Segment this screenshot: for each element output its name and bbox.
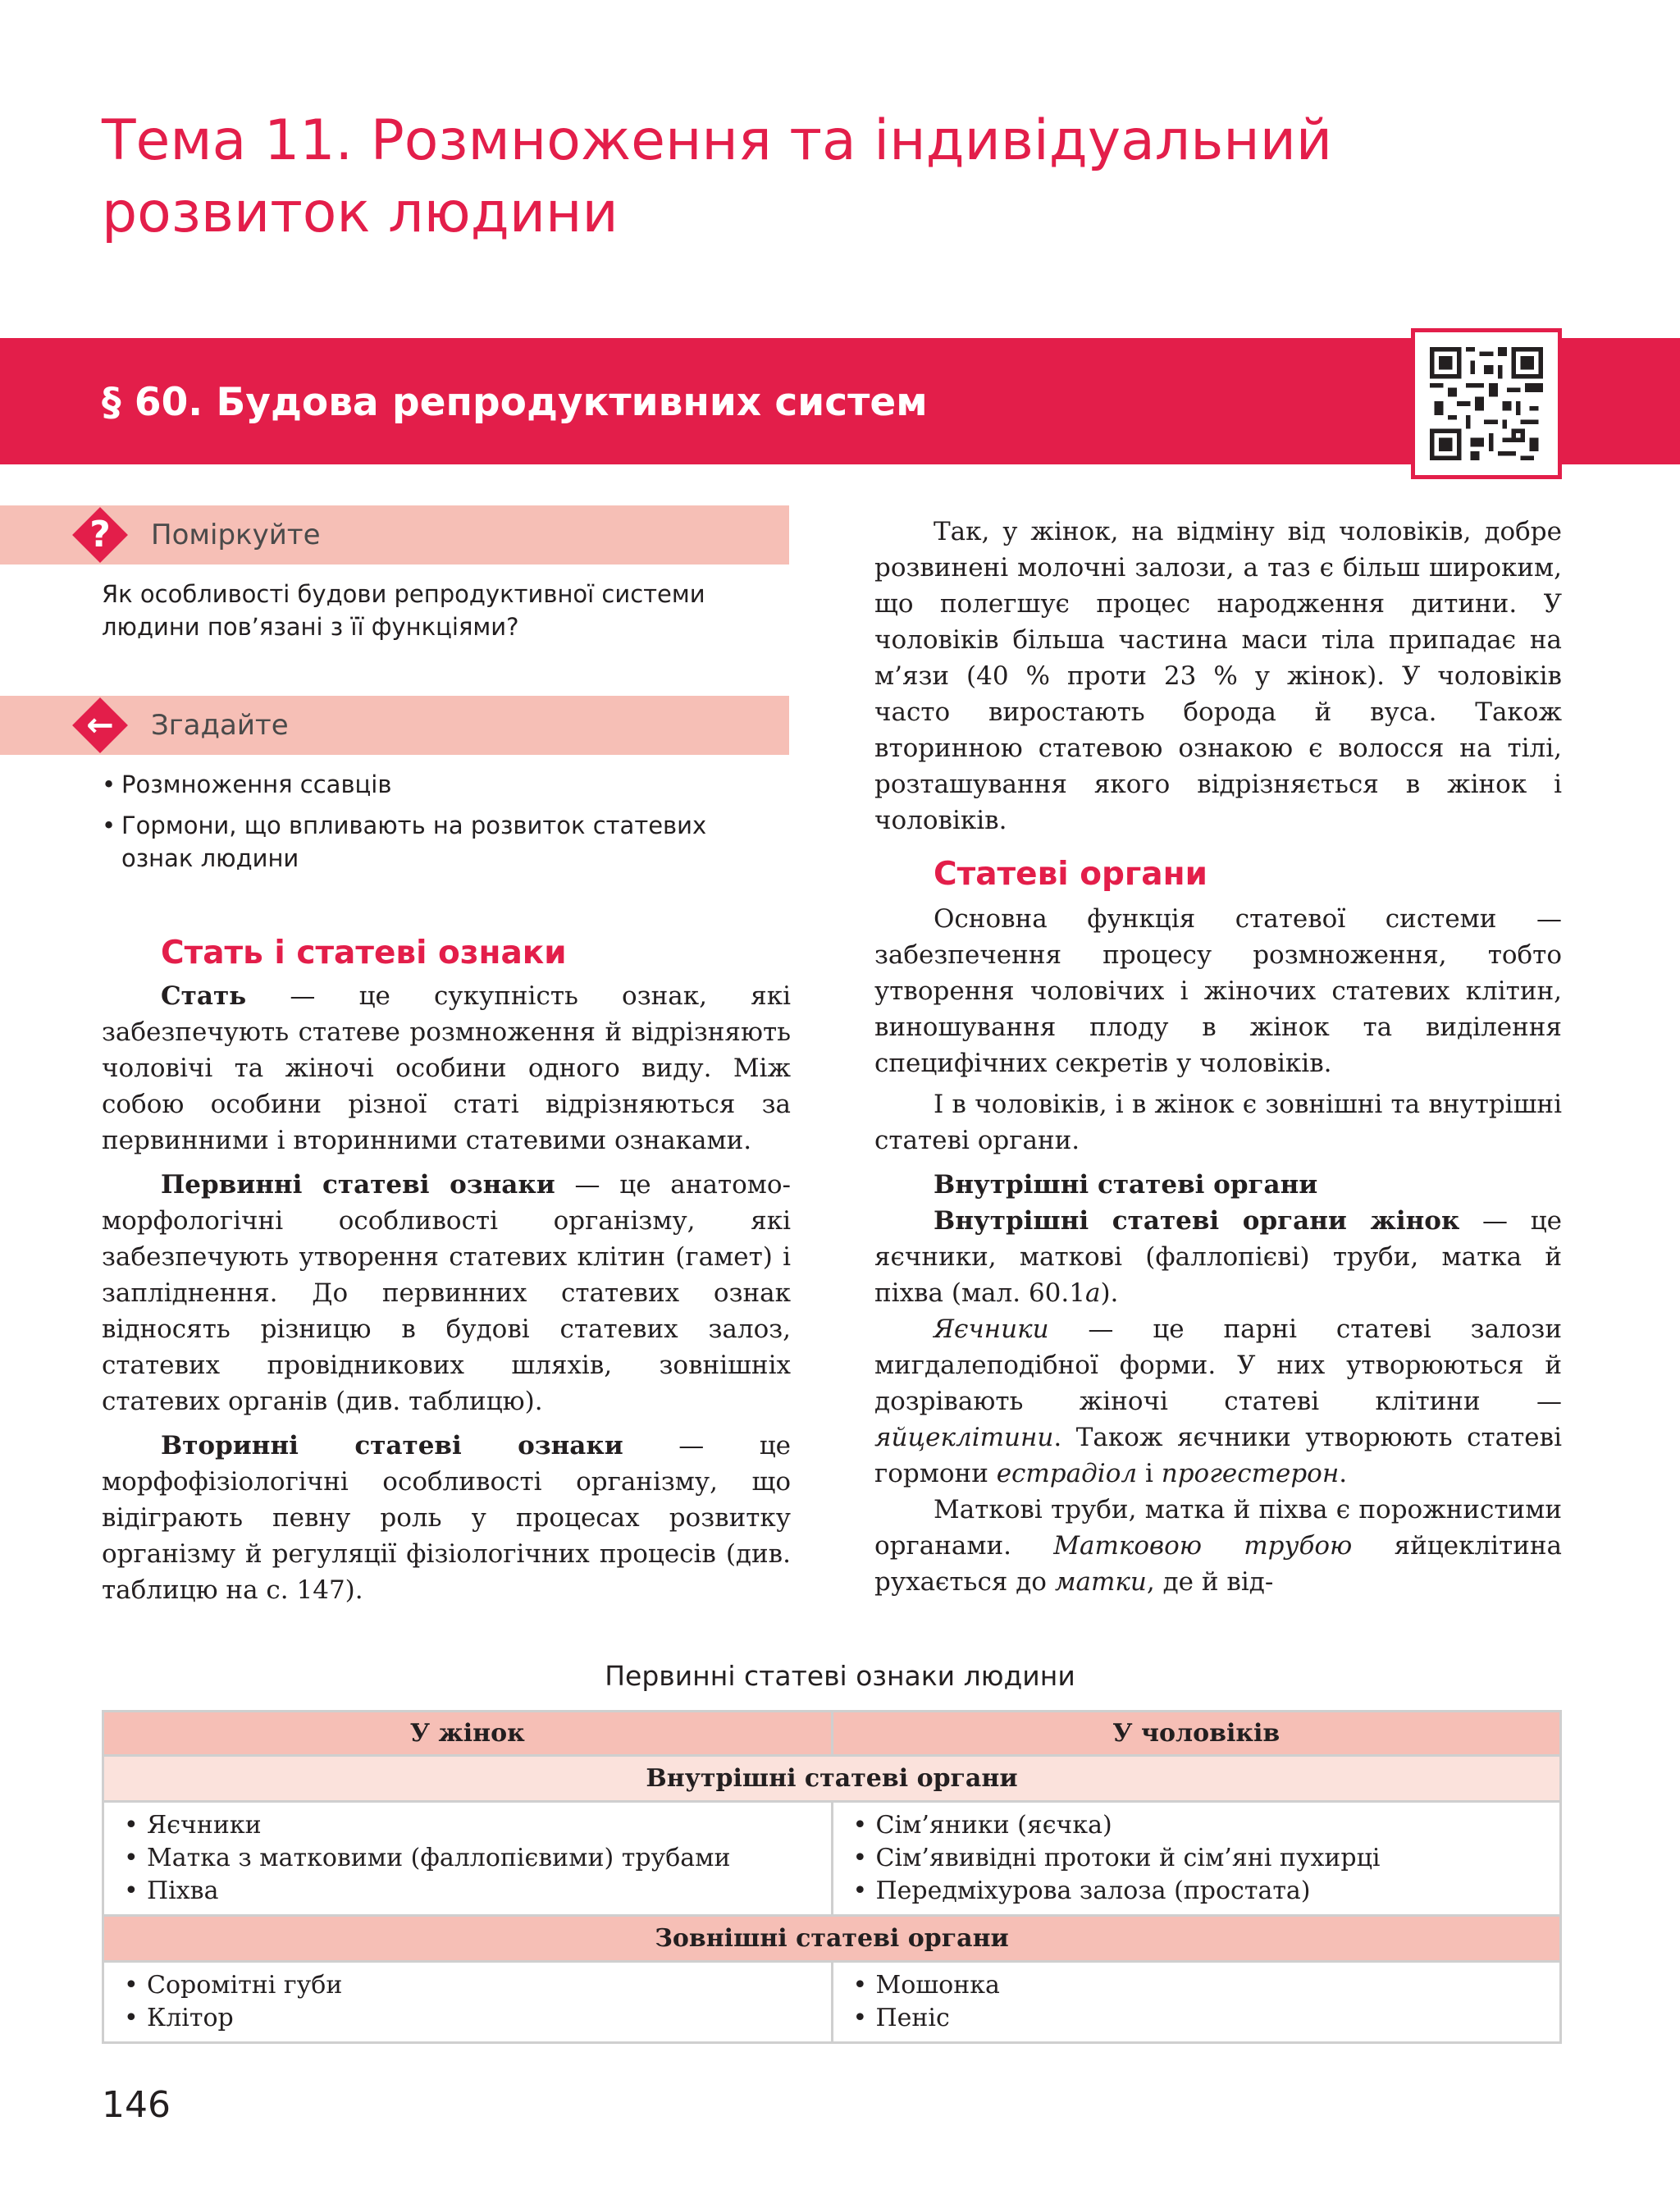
list-item: • Піхва [124,1875,811,1908]
think-label: Поміркуйте [151,519,321,551]
table-cell-women-external [103,1962,833,2043]
column-header-men: У чоловіків [832,1712,1561,1756]
paragraph-primary-traits [102,1167,791,1419]
paragraph-ovaries [874,1311,1562,1492]
list-item: • Сім’явивідні протоки й сім’яні пухирці [853,1842,1541,1875]
right-column [874,514,1562,1600]
question-diamond-icon [69,504,131,566]
recall-label: Згадайте [151,709,289,742]
paragraph-secondary-examples: Так, у жінок, на відміну від чоловіків, добре розвинені молочні залози, а таз є більш широким, що полегшує процес народження дитини. У чоловіків більша частина маси тіла припадає на м’язи (40 % проти 23 % у жінок). У чоловіків часто виростають борода й вуса. Також вторинною статевою ознакою є волосся на тілі, розташування якого відрізняється в жінок і чоловіків. [874,517,1562,835]
text-internal-women: — це яєчники, маткові (фаллопієві) труби, матка й піхва (мал. 60.1 [874,1206,1562,1308]
left-column [102,930,791,1608]
text-end: ). [1100,1278,1119,1308]
list-item: • Матка з матковими (фаллопієвими) трубами [124,1842,811,1875]
list-item: • Соромітні губи [124,1969,811,2002]
column-header-women: У жінок [103,1712,833,1756]
topic-title [102,105,1496,249]
term-secondary-traits: Вторинні статеві ознаки [161,1431,623,1460]
think-question: Як особливості будови репродуктивної системи людини пов’язані з її функціями? [102,580,705,641]
topic-title-line2: розвиток людини [102,181,619,245]
figure-ref: а [1084,1278,1101,1308]
table-subheader-row [103,1916,1561,1962]
table-caption: Первинні статеві ознаки людини [605,1660,1075,1692]
primary-traits-table [102,1710,1562,2044]
list-item: • Передміхурова залоза (простата) [853,1875,1541,1908]
list-item: • Клітор [124,2002,811,2035]
text-sex: — це сукупність ознак, які забезпечують статеве розмноження й відрізняють чоловічі та жіночі особини одного виду. Між собою особини різної статі відрізняються за первинними і вторинними статевими ознаками. [102,981,791,1155]
term-internal-women: Внутрішні статеві органи жінок [934,1206,1460,1236]
subhead-sex-organs: Статеві органи [934,856,1208,893]
recall-item: • Гормони, що впливають на розвиток статевих ознак людини [102,809,725,875]
text-tubes-b: яйцеклітина рухається до [874,1531,1563,1597]
text-ovaries-a: — це парні статеві залози мигдалеподібної форми. У них утворюються й дозрівають жіночі статеві клітини — [874,1314,1562,1416]
external-organs-label: Зовнішні статеві органи [103,1916,1561,1962]
term-progesterone: прогестерон [1161,1459,1340,1488]
list-item: • Мошонка [853,1969,1541,2002]
text-ovaries-d: . [1339,1459,1348,1488]
topic-title-line1: Тема 11. Розмноження та індивідуальний [102,108,1333,173]
internal-organs-label: Внутрішні статеві органи [103,1756,1561,1802]
list-item: • Пеніс [853,2002,1541,2035]
text-ovaries-b: . Також яєчники утворюють статеві гормони [874,1423,1562,1488]
page-number: 146 [102,2084,171,2126]
term-eggs: яйцеклітини [874,1423,1054,1452]
term-tube: Матковою трубою [1053,1531,1353,1561]
text-tubes-c: , де й від- [1146,1567,1274,1597]
table-cell-men-internal [832,1802,1561,1916]
recall-list [102,768,725,883]
paragraph-main-function: Основна функція статевої системи — забезпечення процесу розмноження, тобто утворення чоловічих і жіночих статевих клітин, виношування плоду в жінок та виділення специфічних секретів у чоловіків. [874,904,1562,1078]
section-title: § 60. Будова репродуктивних систем [102,380,928,425]
subhead-sex-traits: Стать і статеві ознаки [161,935,567,971]
qr-code-graphic [1430,347,1543,460]
text-tubes-a: Маткові труби, матка й піхва є порожнистими органами. [874,1495,1562,1561]
paragraph-organs-types: І в чоловіків, і в жінок є зовнішні та внутрішні статеві органи. [874,1090,1562,1155]
term-ovaries: Яєчники [934,1314,1049,1344]
paragraph-secondary-traits [102,1428,791,1608]
table-cell-men-external [832,1962,1561,2043]
list-item: • Яєчники [124,1809,811,1842]
table-row [103,1962,1561,2043]
arrow-left-diamond-icon [69,694,131,757]
paragraph-tubes [874,1492,1562,1600]
question-glyph: ? [89,514,111,555]
text-primary-traits: — це анатомо-морфологічні особливості організму, які забезпечують утворення статевих клітин (гамет) і запліднення. До первинних статевих ознак відносять різницю в будові статевих залоз, статевих провідникових шляхів, зовнішніх статевих органів (див. таблицю). [102,1170,791,1416]
list-item: • Сім’яники (яєчка) [853,1809,1541,1842]
table-header-row [103,1712,1561,1756]
term-uterus: матки [1054,1567,1147,1597]
table-cell-women-internal [103,1802,833,1916]
table-subheader-row [103,1756,1561,1802]
paragraph-internal-women [874,1203,1562,1311]
arrow-glyph: ← [86,706,114,744]
text-ovaries-c: і [1137,1459,1162,1488]
paragraph-sex [102,978,791,1159]
text-secondary-traits: — це морфофізіологічні особливості організму, що відіграють певну роль у процесах розвитку організму й регуляції фізіологічних процесів (див. таблицю на с. 147). [102,1431,791,1605]
qr-code-icon[interactable] [1411,328,1562,479]
recall-item: • Розмноження ссавців [102,768,725,801]
bold-head-internal: Внутрішні статеві органи [934,1170,1318,1200]
term-sex: Стать [161,981,247,1011]
term-primary-traits: Первинні статеві ознаки [161,1170,555,1200]
table-row [103,1802,1561,1916]
term-estradiol: естрадіол [996,1459,1138,1488]
